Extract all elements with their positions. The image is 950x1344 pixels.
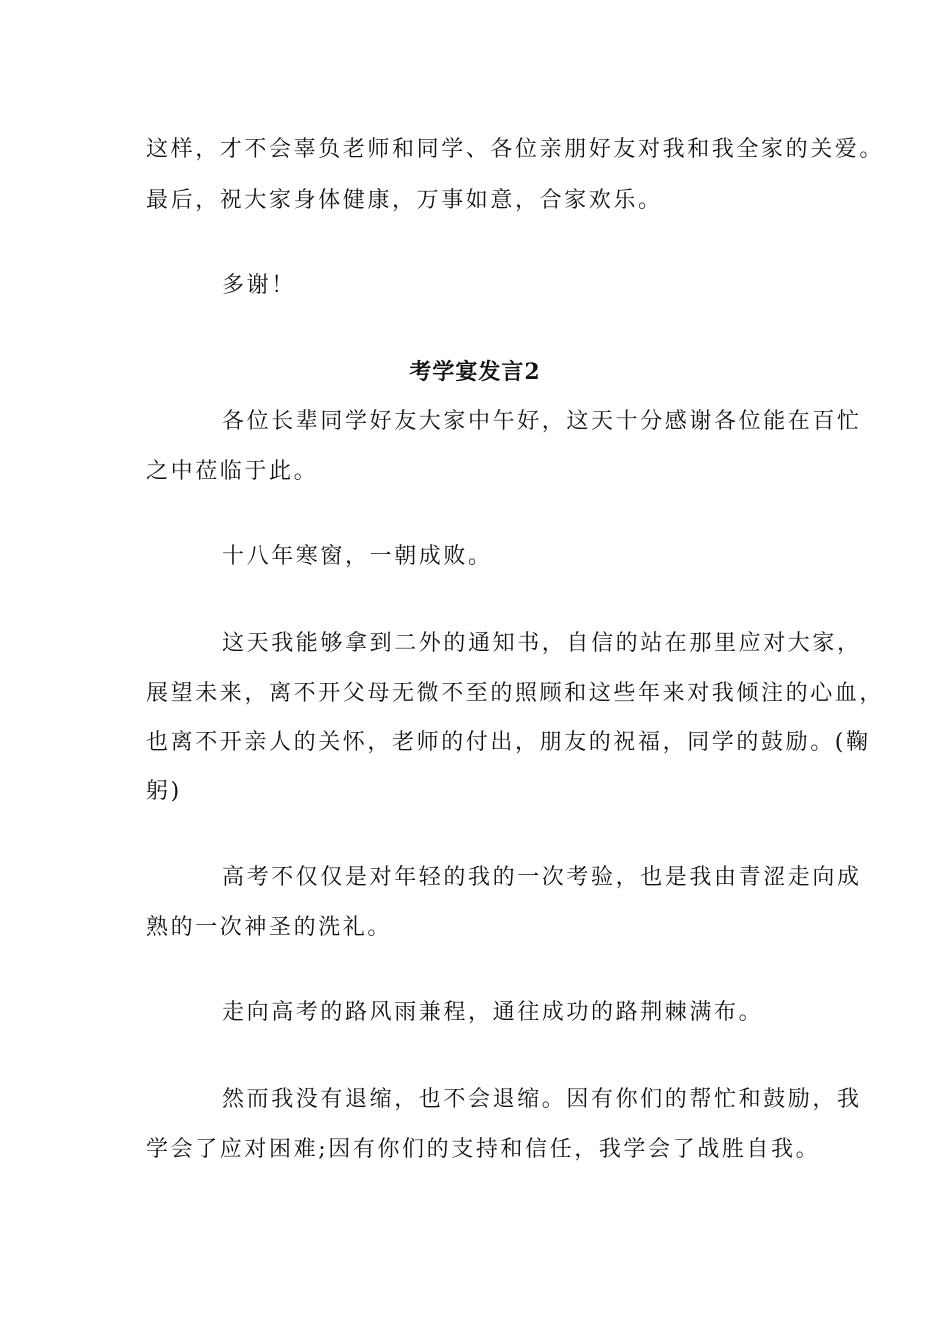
paragraph-line: 学会了应对困难;因有你们的支持和信任，我学会了战胜自我。 <box>146 1137 821 1162</box>
paragraph-line: 之中莅临于此。 <box>146 459 319 484</box>
paragraph-line: 各位长辈同学好友大家中午好，这天十分感谢各位能在百忙 <box>222 409 862 434</box>
paragraph-line: 也离不开亲人的关怀，老师的付出，朋友的祝福，同学的鼓励。(鞠 <box>146 730 871 755</box>
paragraph-line: 这样，才不会辜负老师和同学、各位亲朋好友对我和我全家的关爱。 <box>146 137 885 162</box>
paragraph-line: 躬) <box>146 779 182 804</box>
paragraph-line: 然而我没有退缩，也不会退缩。因有你们的帮忙和鼓励，我 <box>222 1087 862 1112</box>
paragraph-line: 走向高考的路风雨兼程，通往成功的路荆棘满布。 <box>222 1000 764 1025</box>
section-heading: 考学宴发言2 <box>409 359 541 385</box>
paragraph-line: 多谢！ <box>222 273 296 298</box>
paragraph-line: 最后，祝大家身体健康，万事如意，合家欢乐。 <box>146 188 663 213</box>
paragraph-line: 高考不仅仅是对年轻的我的一次考验，也是我由青涩走向成 <box>222 865 862 890</box>
paragraph-line: 熟的一次神圣的洗礼。 <box>146 915 393 940</box>
paragraph-line: 这天我能够拿到二外的通知书，自信的站在那里应对大家， <box>222 631 862 656</box>
paragraph-line: 展望未来，离不开父母无微不至的照顾和这些年来对我倾注的心血， <box>146 681 885 706</box>
paragraph-line: 十八年寒窗，一朝成败。 <box>222 544 493 569</box>
